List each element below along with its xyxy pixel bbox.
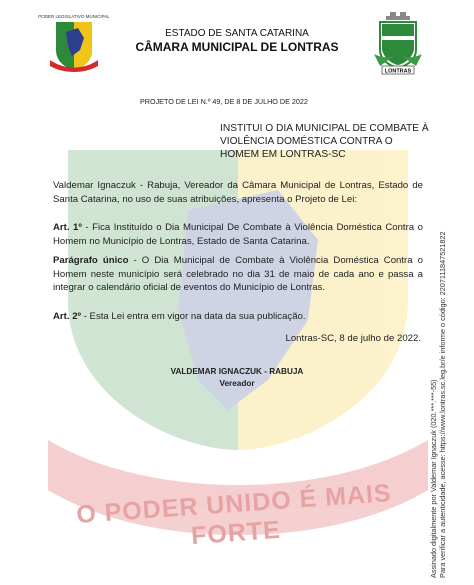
preamble-paragraph: Valdemar Ignaczuk - Rabuja, Vereador da Câmara Municipal de Lontras, Estado de Santa Catarina, no uso de suas atribuições, apresenta o Projeto de Lei: xyxy=(53,180,423,205)
watermark-motto: O PODER UNIDO É MAIS FORTE xyxy=(75,479,393,551)
article-2 xyxy=(53,310,423,324)
article-2-text: - Esta Lei entra em vigor na data da sua publicação. xyxy=(81,311,306,322)
article-1-label: Art. 1º xyxy=(53,222,82,233)
signatory-role: Vereador xyxy=(219,379,255,388)
state-name: ESTADO DE SANTA CATARINA xyxy=(165,28,309,39)
digital-signature-line-2: Para verificar a autenticidade, acesse: https://www.lontras.sc.leg.br/e informe o código: 2207111847521822 xyxy=(438,231,447,578)
sole-paragraph-text: - O Dia Municipal de Combate à Violência Doméstica Contra o Homem neste município será celebrado no dia 31 de maio de cada ano e passa a integrar o calendário oficial de eventos do Município de Lontras. xyxy=(53,255,423,293)
chamber-name: CÂMARA MUNICIPAL DE LONTRAS xyxy=(135,40,339,54)
digital-signature-line-1: Assinado digitalmente por Valdemar Ignaczuk (020.***.***-55) xyxy=(429,379,438,578)
bill-summary: INSTITUI O DIA MUNICIPAL DE COMBATE À VIOLÊNCIA DOMÉSTICA CONTRA O HOMEM EM LONTRAS-SC xyxy=(220,123,429,160)
sole-paragraph xyxy=(53,254,423,295)
article-1 xyxy=(53,221,423,248)
signatory-name: VALDEMAR IGNACZUK - RABUJA xyxy=(170,367,304,376)
sole-paragraph-label: Parágrafo único xyxy=(53,255,129,266)
coat-of-arms-label: LONTRAS xyxy=(384,68,412,75)
place-and-date: Lontras-SC, 8 de julho de 2022. xyxy=(285,333,421,344)
article-1-text: - Fica Instituído o Dia Municipal De Combate à Violência Doméstica Contra o Homem no Município de Lontras, Estado de Santa Catarina. xyxy=(53,222,423,247)
project-number-line: PROJETO DE LEI N.º 49, DE 8 DE JULHO DE 2022 xyxy=(140,97,308,106)
article-2-label: Art. 2º xyxy=(53,311,82,322)
digital-signature-stamp xyxy=(429,138,447,578)
legislative-logo-text: PODER LEGISLATIVO MUNICIPAL xyxy=(38,14,110,19)
